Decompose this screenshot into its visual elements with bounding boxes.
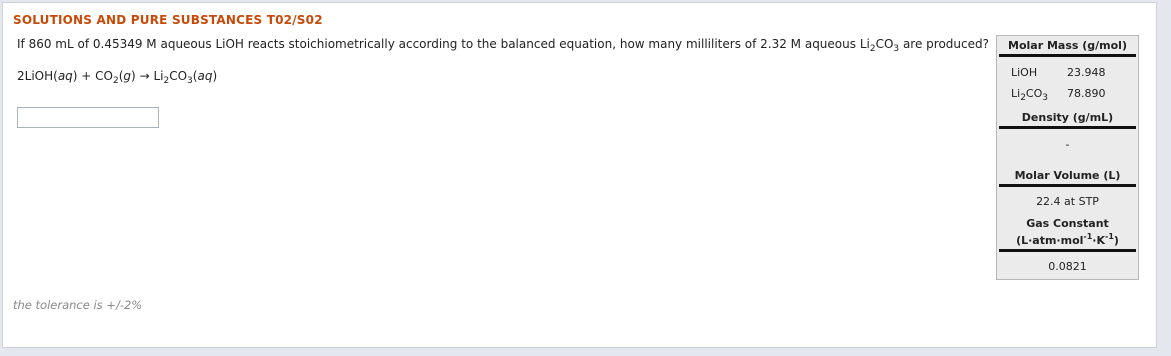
molar-mass-heading: Molar Mass (g/mol)	[999, 39, 1136, 57]
density-heading: Density (g/mL)	[999, 111, 1136, 129]
li2co3-label: $Li_2CO_3$	[1011, 87, 1048, 103]
molar-volume-heading: Molar Volume (L)	[999, 169, 1136, 187]
tolerance-note: the tolerance is +/-2%	[13, 298, 143, 312]
lioh-value: 23.948	[1067, 66, 1106, 79]
gas-constant-heading: Gas Constant	[1026, 217, 1109, 230]
arrow-icon: →	[139, 69, 150, 83]
density-value: -	[1065, 138, 1070, 151]
lioh-row	[997, 66, 1138, 79]
balanced-equation: 2LiOH(aq) + $CO_2(g) \to Li_2CO_3(aq)$	[17, 69, 218, 86]
answer-input[interactable]	[17, 107, 159, 128]
li2co3-value: 78.890	[1067, 87, 1106, 100]
reference-sidebar	[996, 35, 1139, 280]
question-panel	[2, 2, 1157, 348]
molar-volume-value: 22.4 at STP	[1036, 195, 1099, 208]
gas-constant-units: $(L\cdot atm\cdot mol^{-1}\cdot K^{-1})$	[999, 232, 1136, 252]
page-title: SOLUTIONS AND PURE SUBSTANCES T02/S02	[13, 13, 323, 27]
li2co3-row	[997, 87, 1138, 103]
question-text: If 860 mL of 0.45349 M aqueous LiOH reacts stoichiometrically according to the balanced equation, how many milliliters of 2.32 M aqueous $Li_2CO_3$ are produced?	[17, 37, 989, 54]
gas-constant-value: 0.0821	[1048, 260, 1087, 273]
lioh-label: LiOH	[1011, 66, 1038, 79]
